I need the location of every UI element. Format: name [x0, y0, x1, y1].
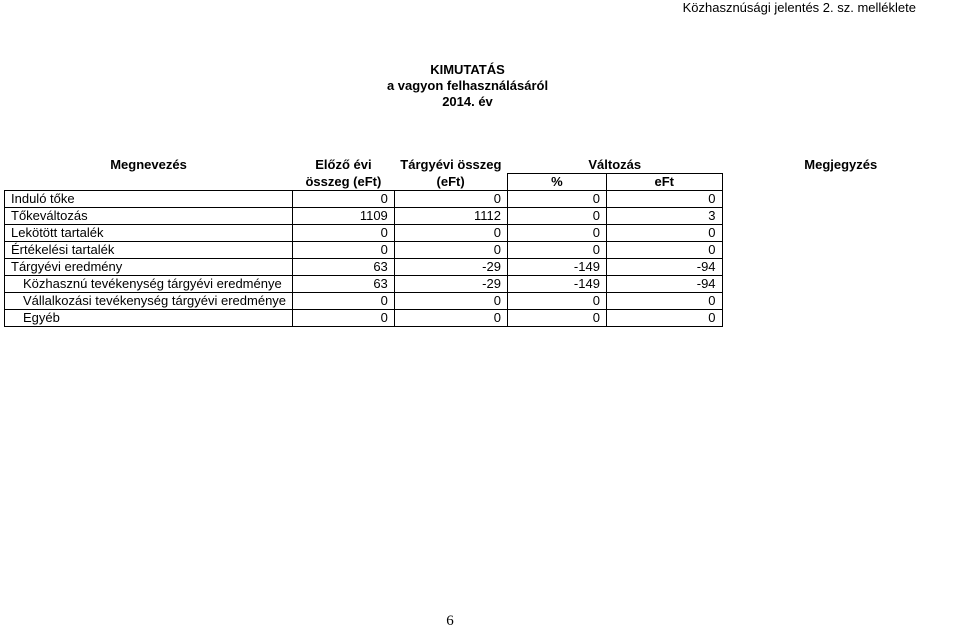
header-curr-line1: Tárgyévi összeg: [400, 157, 502, 173]
table-row: [5, 276, 960, 293]
row-prev-value: 63: [293, 276, 395, 293]
row-change-pct: 0: [507, 242, 606, 259]
title-block: [0, 62, 935, 110]
row-change-eft: 0: [606, 310, 722, 327]
row-name: Tőkeváltozás: [5, 208, 293, 225]
row-note: [722, 276, 959, 293]
row-prev-value: 0: [293, 310, 395, 327]
row-note: [722, 293, 959, 310]
table-row: [5, 208, 960, 225]
header-prev-line1: Előző évi: [315, 157, 372, 173]
header-note: Közhasznúsági jelentés 2. sz. melléklete: [682, 0, 916, 15]
row-change-pct: 0: [507, 191, 606, 208]
row-note: [722, 225, 959, 242]
row-change-pct: -149: [507, 259, 606, 276]
row-change-eft: 0: [606, 242, 722, 259]
row-change-eft: 0: [606, 225, 722, 242]
table-row: [5, 191, 960, 208]
row-note: [722, 310, 959, 327]
row-curr-value: -29: [394, 276, 507, 293]
page-number: 6: [446, 613, 454, 629]
row-curr-value: 0: [394, 242, 507, 259]
table-body: [5, 191, 960, 327]
header-note: Megjegyzés: [804, 157, 878, 173]
row-change-eft: 3: [606, 208, 722, 225]
header-row-2: [5, 174, 960, 191]
row-name: Tárgyévi eredmény: [5, 259, 293, 276]
table-row: [5, 293, 960, 310]
row-note: [722, 242, 959, 259]
row-change-pct: 0: [507, 208, 606, 225]
table-row: [5, 310, 960, 327]
row-change-eft: 0: [606, 293, 722, 310]
header-prev-line2: összeg (eFt): [305, 173, 382, 189]
header-curr-line2: (eFt): [436, 173, 465, 189]
row-change-pct: 0: [507, 225, 606, 242]
row-name: Közhasznú tevékenység tárgyévi eredménye: [5, 276, 293, 293]
table-row: [5, 242, 960, 259]
row-curr-value: 0: [394, 310, 507, 327]
row-curr-value: 0: [394, 191, 507, 208]
row-note: [722, 259, 959, 276]
row-prev-value: 0: [293, 293, 395, 310]
row-curr-value: 0: [394, 225, 507, 242]
table-row: [5, 259, 960, 276]
row-change-pct: 0: [507, 310, 606, 327]
title-line-3: 2014. év: [442, 94, 493, 109]
row-name: Induló tőke: [5, 191, 293, 208]
row-name: Egyéb: [5, 310, 293, 327]
title-line-1: KIMUTATÁS: [430, 62, 505, 77]
row-change-pct: -149: [507, 276, 606, 293]
header-change-pct: %: [507, 174, 606, 191]
row-note: [722, 208, 959, 225]
row-curr-value: -29: [394, 259, 507, 276]
row-change-eft: 0: [606, 191, 722, 208]
row-name: Lekötött tartalék: [5, 225, 293, 242]
header-row-1: [5, 157, 960, 174]
row-note: [722, 191, 959, 208]
row-name: Vállalkozási tevékenység tárgyévi eredménye: [5, 293, 293, 310]
row-curr-value: 1112: [394, 208, 507, 225]
row-prev-value: 63: [293, 259, 395, 276]
header-change-eft: eFt: [606, 174, 722, 191]
row-change-eft: -94: [606, 259, 722, 276]
header-name: Megnevezés: [110, 157, 187, 173]
row-prev-value: 0: [293, 225, 395, 242]
table-row: [5, 225, 960, 242]
header-change: Változás: [588, 157, 642, 172]
row-change-eft: -94: [606, 276, 722, 293]
row-prev-value: 0: [293, 191, 395, 208]
row-curr-value: 0: [394, 293, 507, 310]
row-name: Értékelési tartalék: [5, 242, 293, 259]
row-prev-value: 0: [293, 242, 395, 259]
asset-usage-table: [4, 157, 960, 327]
row-change-pct: 0: [507, 293, 606, 310]
row-prev-value: 1109: [293, 208, 395, 225]
title-line-2: a vagyon felhasználásáról: [386, 78, 549, 93]
